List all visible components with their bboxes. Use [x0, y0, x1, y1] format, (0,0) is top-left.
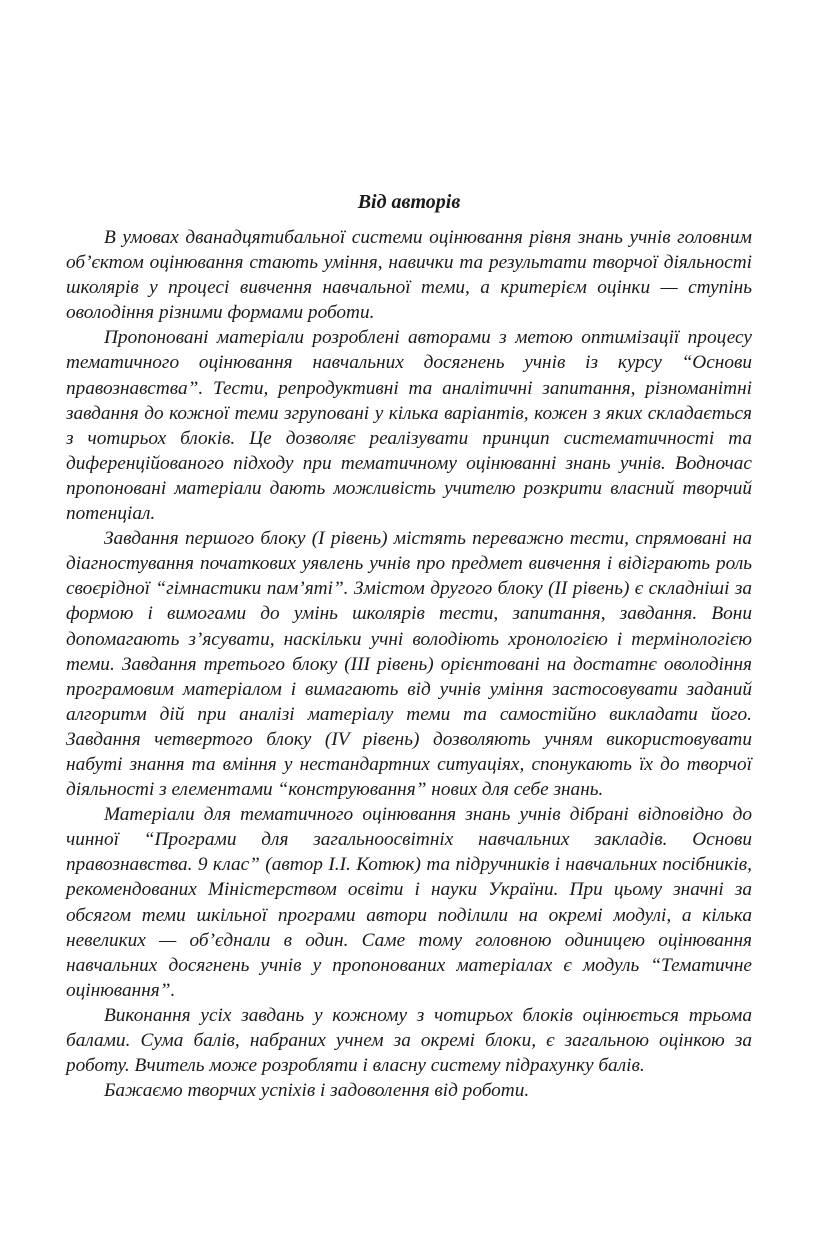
- paragraph: Матеріали для тематичного оцінювання знань учнів дібрані відповідно до чинної “Програми для загальноосвітніх навчальних закладів. Основи правознавства. 9 клас” (автор І.І. Котюк) та підручників і навчальних посібників, рекомендованих Міністерством освіти і науки України. При цьому значні за обсягом теми шкільної програми автори поділили на окремі модулі, а кілька невеликих — об’єднали в один. Саме тому головною одиницею оцінювання навчальних досягнень учнів у пропонованих матеріалах є модуль “Тематичне оцінювання”.: [66, 804, 752, 1001]
- page-content: [66, 190, 752, 1103]
- paragraph: Завдання першого блоку (І рівень) містять переважно тести, спрямовані на діагностування початкових уявлень учнів про предмет вивчення і відіграють роль своєрідної “гімнастики пам’яті”. Змістом другого блоку (ІІ рівень) є складніші за формою і вимогами до умінь школярів тести, запитання, завдання. Вони допомагають з’ясувати, наскільки учні володіють хронологією і термінологією теми. Завдання третього блоку (ІІІ рівень) орієнтовані на достатнє оволодіння програмовим матеріалом і вимагають від учнів уміння застосовувати заданий алгоритм дій при аналізі матеріалу теми та самостійно викладати його. Завдання четвертого блоку (IV рівень) дозволяють учням використовувати набуті знання та вміння у нестандартних ситуаціях, спонукають їх до творчої діяльності з елементами “конструювання” нових для себе знань.: [66, 528, 752, 801]
- paragraph: Бажаємо творчих успіхів і задоволення від роботи.: [104, 1080, 530, 1102]
- paragraph: В умовах дванадцятибальної системи оцінювання рівня знань учнів головним об’єктом оцінювання стають уміння, навички та результати творчої діяльності школярів у процесі вивчення навчальної теми, а критерієм оцінки — ступінь оволодіння різними формами роботи.: [66, 227, 752, 324]
- paragraph: Пропоновані матеріали розроблені авторами з метою оптимізації процесу тематичного оцінювання навчальних досягнень учнів із курсу “Основи правознавства”. Тести, репродуктивні та аналітичні запитання, різноманітні завдання до кожної теми згруповані у кілька варіантів, кожен з яких складається з чотирьох блоків. Це дозволяє реалізувати принцип систематичності та диференційованого підходу при тематичному оцінюванні знань учнів. Водночас пропоновані матеріали дають можливість учителю розкрити власний творчий потенціал.: [66, 327, 752, 525]
- paragraph: Виконання усіх завдань у кожному з чотирьох блоків оцінюється трьома балами. Сума балів, набраних учнем за окремі блоки, є загальною оцінкою за роботу. Вчитель може розробляти і власну систему підрахунку балів.: [66, 1004, 752, 1077]
- page-title: Від авторів: [357, 191, 461, 213]
